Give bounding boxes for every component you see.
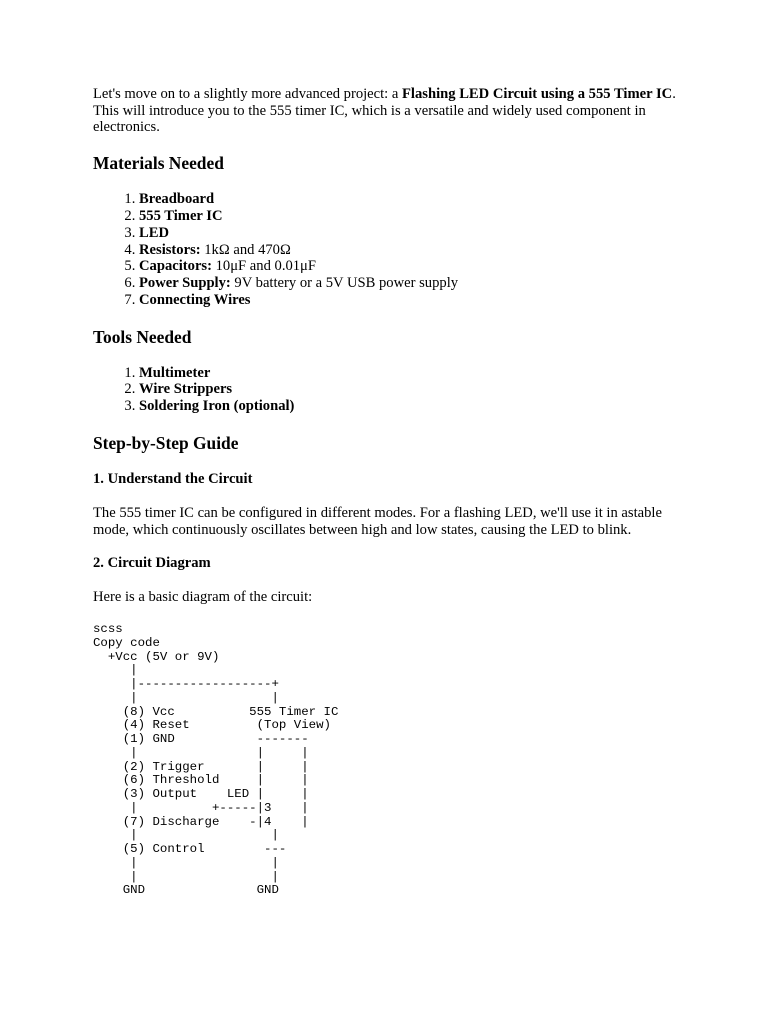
step2-paragraph: Here is a basic diagram of the circuit: (93, 589, 313, 606)
guide-heading: Step-by-Step Guide (93, 433, 239, 454)
item-label: Multimeter (139, 364, 211, 381)
list-item (139, 191, 683, 208)
item-label: Resistors: (139, 241, 201, 258)
list-item (139, 208, 683, 225)
intro-project-title: Flashing LED Circuit using a 555 Timer IC (402, 86, 673, 102)
list-item (139, 292, 683, 309)
intro-paragraph (93, 86, 683, 136)
intro-tail: . This will introduce you to the 555 timer IC, which is a versatile and widely used component in electronics. (93, 86, 676, 136)
code-block (93, 623, 683, 898)
intro-lead: Let's move on to a slightly more advanced project: a (93, 86, 403, 102)
item-label: Power Supply: (139, 275, 231, 292)
list-item (139, 398, 683, 415)
step2-heading: 2. Circuit Diagram (93, 555, 211, 572)
step1-heading: 1. Understand the Circuit (93, 471, 253, 488)
item-detail: 1kΩ and 470Ω (200, 241, 291, 258)
materials-heading: Materials Needed (93, 153, 224, 174)
item-detail: 10μF and 0.01μF (211, 258, 316, 275)
document-body (93, 86, 683, 898)
item-label: Connecting Wires (139, 291, 251, 308)
list-item (139, 275, 683, 292)
item-label: Wire Strippers (139, 381, 233, 398)
circuit-diagram: +Vcc (5V or 9V) | |------------------+ | | (8) Vcc 555 Timer IC (4) Reset (Top View) (1) GND ------- | | | (2) Trigger | | (6) Threshold | | (3) Output LED | | | +-----|3 | (7) Discharge -|4 | | | (5) Control --- | | | | GND GND (107, 649, 339, 898)
tools-list (93, 365, 683, 415)
list-item (139, 258, 683, 275)
copy-code-button[interactable]: Copy code (93, 635, 160, 650)
list-item (139, 225, 683, 242)
item-label: Soldering Iron (optional) (139, 398, 295, 415)
item-detail: 9V battery or a 5V USB power supply (230, 275, 459, 292)
code-language-label: scss (93, 622, 123, 637)
item-label: 555 Timer IC (139, 207, 223, 224)
item-label: LED (139, 224, 170, 241)
list-item (139, 381, 683, 398)
item-label: Breadboard (139, 191, 215, 208)
step1-paragraph: The 555 timer IC can be configured in different modes. For a flashing LED, we'll use it in astable mode, which continuously oscillates between high and low states, causing the LED to blink. (93, 505, 662, 538)
list-item (139, 365, 683, 382)
tools-heading: Tools Needed (93, 326, 192, 347)
list-item (139, 242, 683, 259)
materials-list (93, 191, 683, 309)
item-label: Capacitors: (139, 258, 212, 275)
